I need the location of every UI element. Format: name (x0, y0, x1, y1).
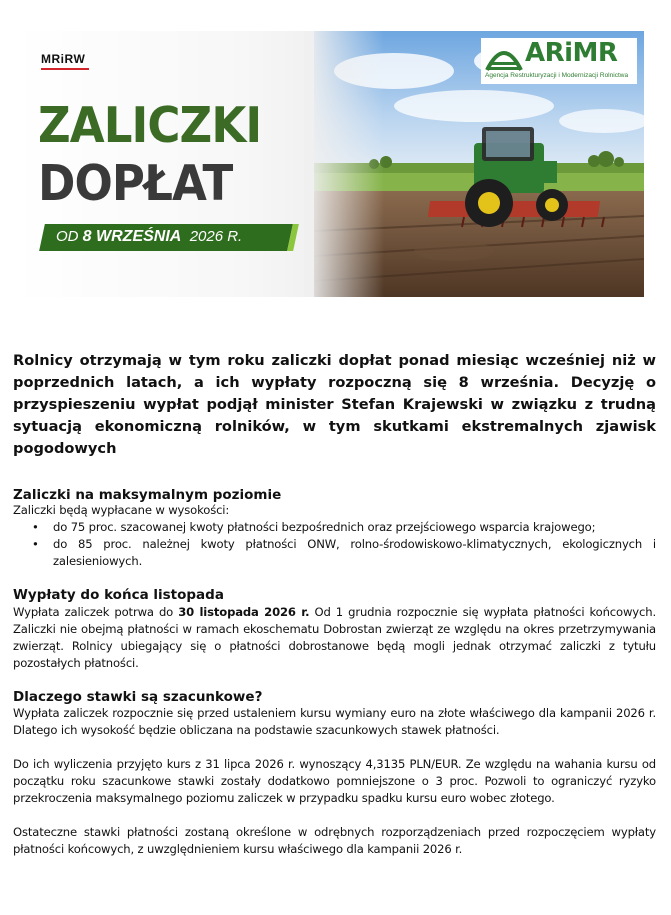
hero-banner (14, 31, 644, 297)
date-ribbon-text (56, 228, 242, 246)
section2-text-bold: 30 listopada 2026 r. (178, 605, 310, 619)
arimr-emblem-icon (485, 42, 523, 72)
arimr-logo-text: ARiMR (525, 38, 618, 68)
section1-list (13, 519, 656, 570)
date-year: 2026 R. (189, 228, 243, 245)
arimr-logo-subtitle: Agencja Restrukturyzacji i Modernizacji Rolnictwa (485, 72, 629, 79)
section3-heading: Dlaczego stawki są szacunkowe? (13, 689, 263, 705)
section3-paragraph-1: Wypłata zaliczek rozpocznie się przed ustaleniem kursu wymiany euro na złote właściwego dla kampanii 2026 r. Dlatego ich wysokość będzie obliczana na podstawie szacunkowych stawek płatności. (13, 706, 656, 737)
section2-heading: Wypłaty do końca listopada (13, 587, 224, 603)
photo-fade (304, 31, 384, 297)
banner-title-line1: ZALICZKI (38, 97, 262, 154)
banner-title-line2: DOPŁAT (38, 155, 233, 212)
ministry-logo-underline (41, 68, 89, 70)
section2-text-before: Wypłata zaliczek potrwa do (13, 605, 179, 619)
ministry-logo-text: MRiRW (41, 52, 86, 66)
date-prefix: OD (56, 228, 79, 245)
article-lead: Rolnicy otrzymają w tym roku zaliczki dopłat ponad miesiąc wcześniej niż w poprzednich latach, a ich wypłaty rozpoczną się 8 września. Decyzję o przyspieszeniu wypłat podjął minister Stefan Krajewski w związku z trudną sytuacją ekonomiczną rolników, w tym skutkami ekstremalnych zjawisk pogodowych (13, 352, 656, 457)
list-item: • do 75 proc. szacowanej kwoty płatności bezpośrednich oraz przejściowego wsparcia krajowego; (13, 519, 656, 536)
date-main: 8 WRZEŚNIA (82, 228, 182, 245)
arimr-logo (481, 38, 637, 84)
section3-paragraph-2: Do ich wyliczenia przyjęto kurs z 31 lipca 2026 r. wynoszący 4,3135 PLN/EUR. Ze względu na wahania kursu od początku roku szacunkowe stawki zostały dodatkowo pomniejszone o 3 proc. Pozwoli to ograniczyć ryzyko przekroczenia maksymalnego poziomu zaliczek w przypadku spadku kursu euro wobec złotego. (13, 757, 656, 805)
section1-heading: Zaliczki na maksymalnym poziomie (13, 487, 282, 503)
section3-paragraph-3: Ostateczne stawki płatności zostaną określone w odrębnych rozporządzeniach przed rozpoczęciem wypłaty płatności końcowych, z uwzględnieniem kursu właściwego dla kampanii 2026 r. (13, 825, 656, 856)
list-item: • do 85 proc. należnej kwoty płatności ONW, rolno-środowiskowo-klimatycznych, ekologicznych i zalesieniowych. (13, 536, 656, 570)
section1-intro: Zaliczki będą wypłacane w wysokości: (13, 503, 230, 517)
section2-text-after: Od 1 grudnia rozpocznie się wypłata płatności końcowych. Zaliczki nie obejmą płatności w ramach ekoschematu Dobrostan zwierząt ze względu na okres przetrzymywania zwierząt. Rolnicy ubiegający się o płatności dobrostanowe będą mogli jednak otrzymać zaliczki z tytułu pozostałych płatności. (13, 605, 656, 670)
section2-text (13, 604, 656, 672)
